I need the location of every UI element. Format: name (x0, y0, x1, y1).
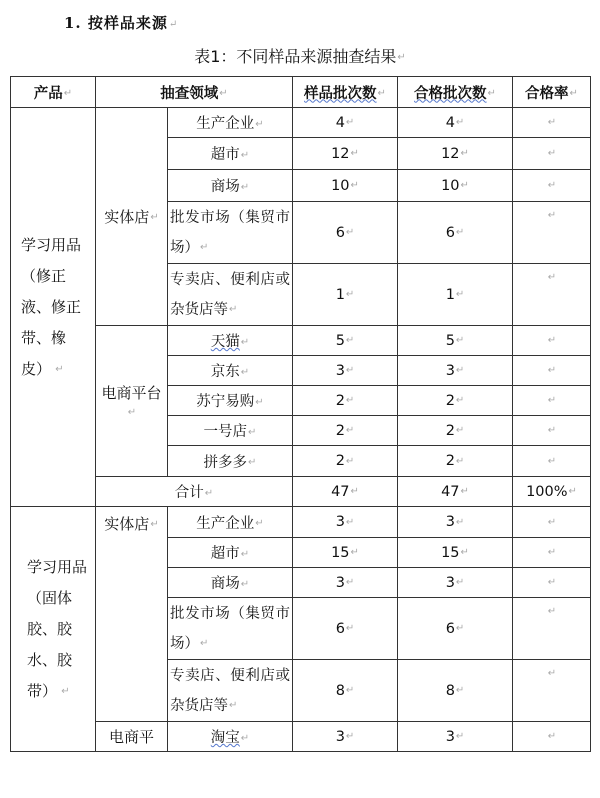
passed-cell: 3↵ (398, 568, 513, 598)
rate-cell: ↵ (513, 170, 591, 202)
total-label: 合计↵ (96, 477, 293, 507)
passed-cell: 10↵ (398, 170, 513, 202)
passed-cell: 1↵ (398, 264, 513, 326)
samples-cell: 8↵ (293, 660, 398, 722)
channel-cell: 京东↵ (168, 356, 293, 386)
rate-cell: ↵ (513, 568, 591, 598)
header-row (11, 77, 591, 108)
channel-cell: 一号店↵ (168, 416, 293, 446)
samples-cell: 3↵ (293, 568, 398, 598)
channel-cell: 批发市场（集贸市场）↵ (168, 202, 293, 264)
passed-cell: 15↵ (398, 538, 513, 568)
channel-cell: 超市↵ (168, 138, 293, 170)
rate-cell: ↵ (513, 446, 591, 477)
samples-cell: 6↵ (293, 202, 398, 264)
channel-cell: 拼多多↵ (168, 446, 293, 477)
channel-cell: 专卖店、便利店或杂货店等↵ (168, 264, 293, 326)
rate-cell: ↵ (513, 507, 591, 538)
passed-cell: 2↵ (398, 386, 513, 416)
samples-cell: 15↵ (293, 538, 398, 568)
table-row (11, 108, 591, 138)
samples-cell: 4↵ (293, 108, 398, 138)
passed-cell: 3↵ (398, 722, 513, 752)
passed-cell: 3↵ (398, 356, 513, 386)
rate-cell: ↵ (513, 202, 591, 264)
passed-cell: 6↵ (398, 202, 513, 264)
rate-cell: ↵ (513, 386, 591, 416)
samples-cell: 12↵ (293, 138, 398, 170)
passed-cell: 4↵ (398, 108, 513, 138)
channel-cell: 苏宁易购↵ (168, 386, 293, 416)
table-row (11, 722, 591, 752)
passed-cell: 6↵ (398, 598, 513, 660)
domain-physical-2: 实体店↵ (96, 507, 168, 722)
table-caption: 表1：不同样品来源抽查结果↵ (194, 47, 406, 66)
samples-cell: 10↵ (293, 170, 398, 202)
channel-cell: 超市↵ (168, 538, 293, 568)
rate-cell: ↵ (513, 264, 591, 326)
rate-cell: ↵ (513, 722, 591, 752)
table-row (11, 507, 591, 538)
header-rate: 合格率↵ (513, 77, 591, 108)
channel-cell: 淘宝↵ (168, 722, 293, 752)
rate-cell: ↵ (513, 416, 591, 446)
samples-cell: 3↵ (293, 722, 398, 752)
passed-cell: 5↵ (398, 326, 513, 356)
rate-cell: ↵ (513, 108, 591, 138)
channel-cell: 生产企业↵ (168, 507, 293, 538)
channel-cell: 批发市场（集贸市场）↵ (168, 598, 293, 660)
samples-cell: 2↵ (293, 386, 398, 416)
samples-cell: 2↵ (293, 446, 398, 477)
passed-cell: 2↵ (398, 416, 513, 446)
samples-cell: 2↵ (293, 416, 398, 446)
total-row (11, 477, 591, 507)
section-heading: 1. 按样品来源↵ (64, 14, 179, 32)
samples-cell: 6↵ (293, 598, 398, 660)
domain-online-1: 电商平台↵ (96, 326, 168, 477)
channel-cell: 天猫↵ (168, 326, 293, 356)
samples-cell: 1↵ (293, 264, 398, 326)
samples-cell: 5↵ (293, 326, 398, 356)
rate-cell: ↵ (513, 138, 591, 170)
passed-cell: 3↵ (398, 507, 513, 538)
table-row (11, 326, 591, 356)
sampling-results-table (10, 76, 591, 752)
header-domain: 抽查领域↵ (96, 77, 293, 108)
channel-cell: 商场↵ (168, 568, 293, 598)
channel-cell: 生产企业↵ (168, 108, 293, 138)
channel-cell: 专卖店、便利店或杂货店等↵ (168, 660, 293, 722)
rate-cell: ↵ (513, 598, 591, 660)
samples-cell: 3↵ (293, 507, 398, 538)
product-cell-1: 学习用品（修正液、修正带、橡皮） ↵ (11, 108, 96, 507)
total-rate: 100%↵ (513, 477, 591, 507)
header-samples: 样品批次数↵ (293, 77, 398, 108)
total-samples: 47↵ (293, 477, 398, 507)
rate-cell: ↵ (513, 660, 591, 722)
samples-cell: 3↵ (293, 356, 398, 386)
passed-cell: 12↵ (398, 138, 513, 170)
rate-cell: ↵ (513, 538, 591, 568)
passed-cell: 2↵ (398, 446, 513, 477)
rate-cell: ↵ (513, 356, 591, 386)
header-passed: 合格批次数↵ (398, 77, 513, 108)
product-cell-2: 学习用品（固体胶、胶水、胶带） ↵ (11, 507, 96, 752)
rate-cell: ↵ (513, 326, 591, 356)
domain-online-2: 电商平 (96, 722, 168, 752)
domain-physical-1: 实体店↵ (96, 108, 168, 326)
channel-cell: 商场↵ (168, 170, 293, 202)
header-product: 产品↵ (11, 77, 96, 108)
total-passed: 47↵ (398, 477, 513, 507)
passed-cell: 8↵ (398, 660, 513, 722)
